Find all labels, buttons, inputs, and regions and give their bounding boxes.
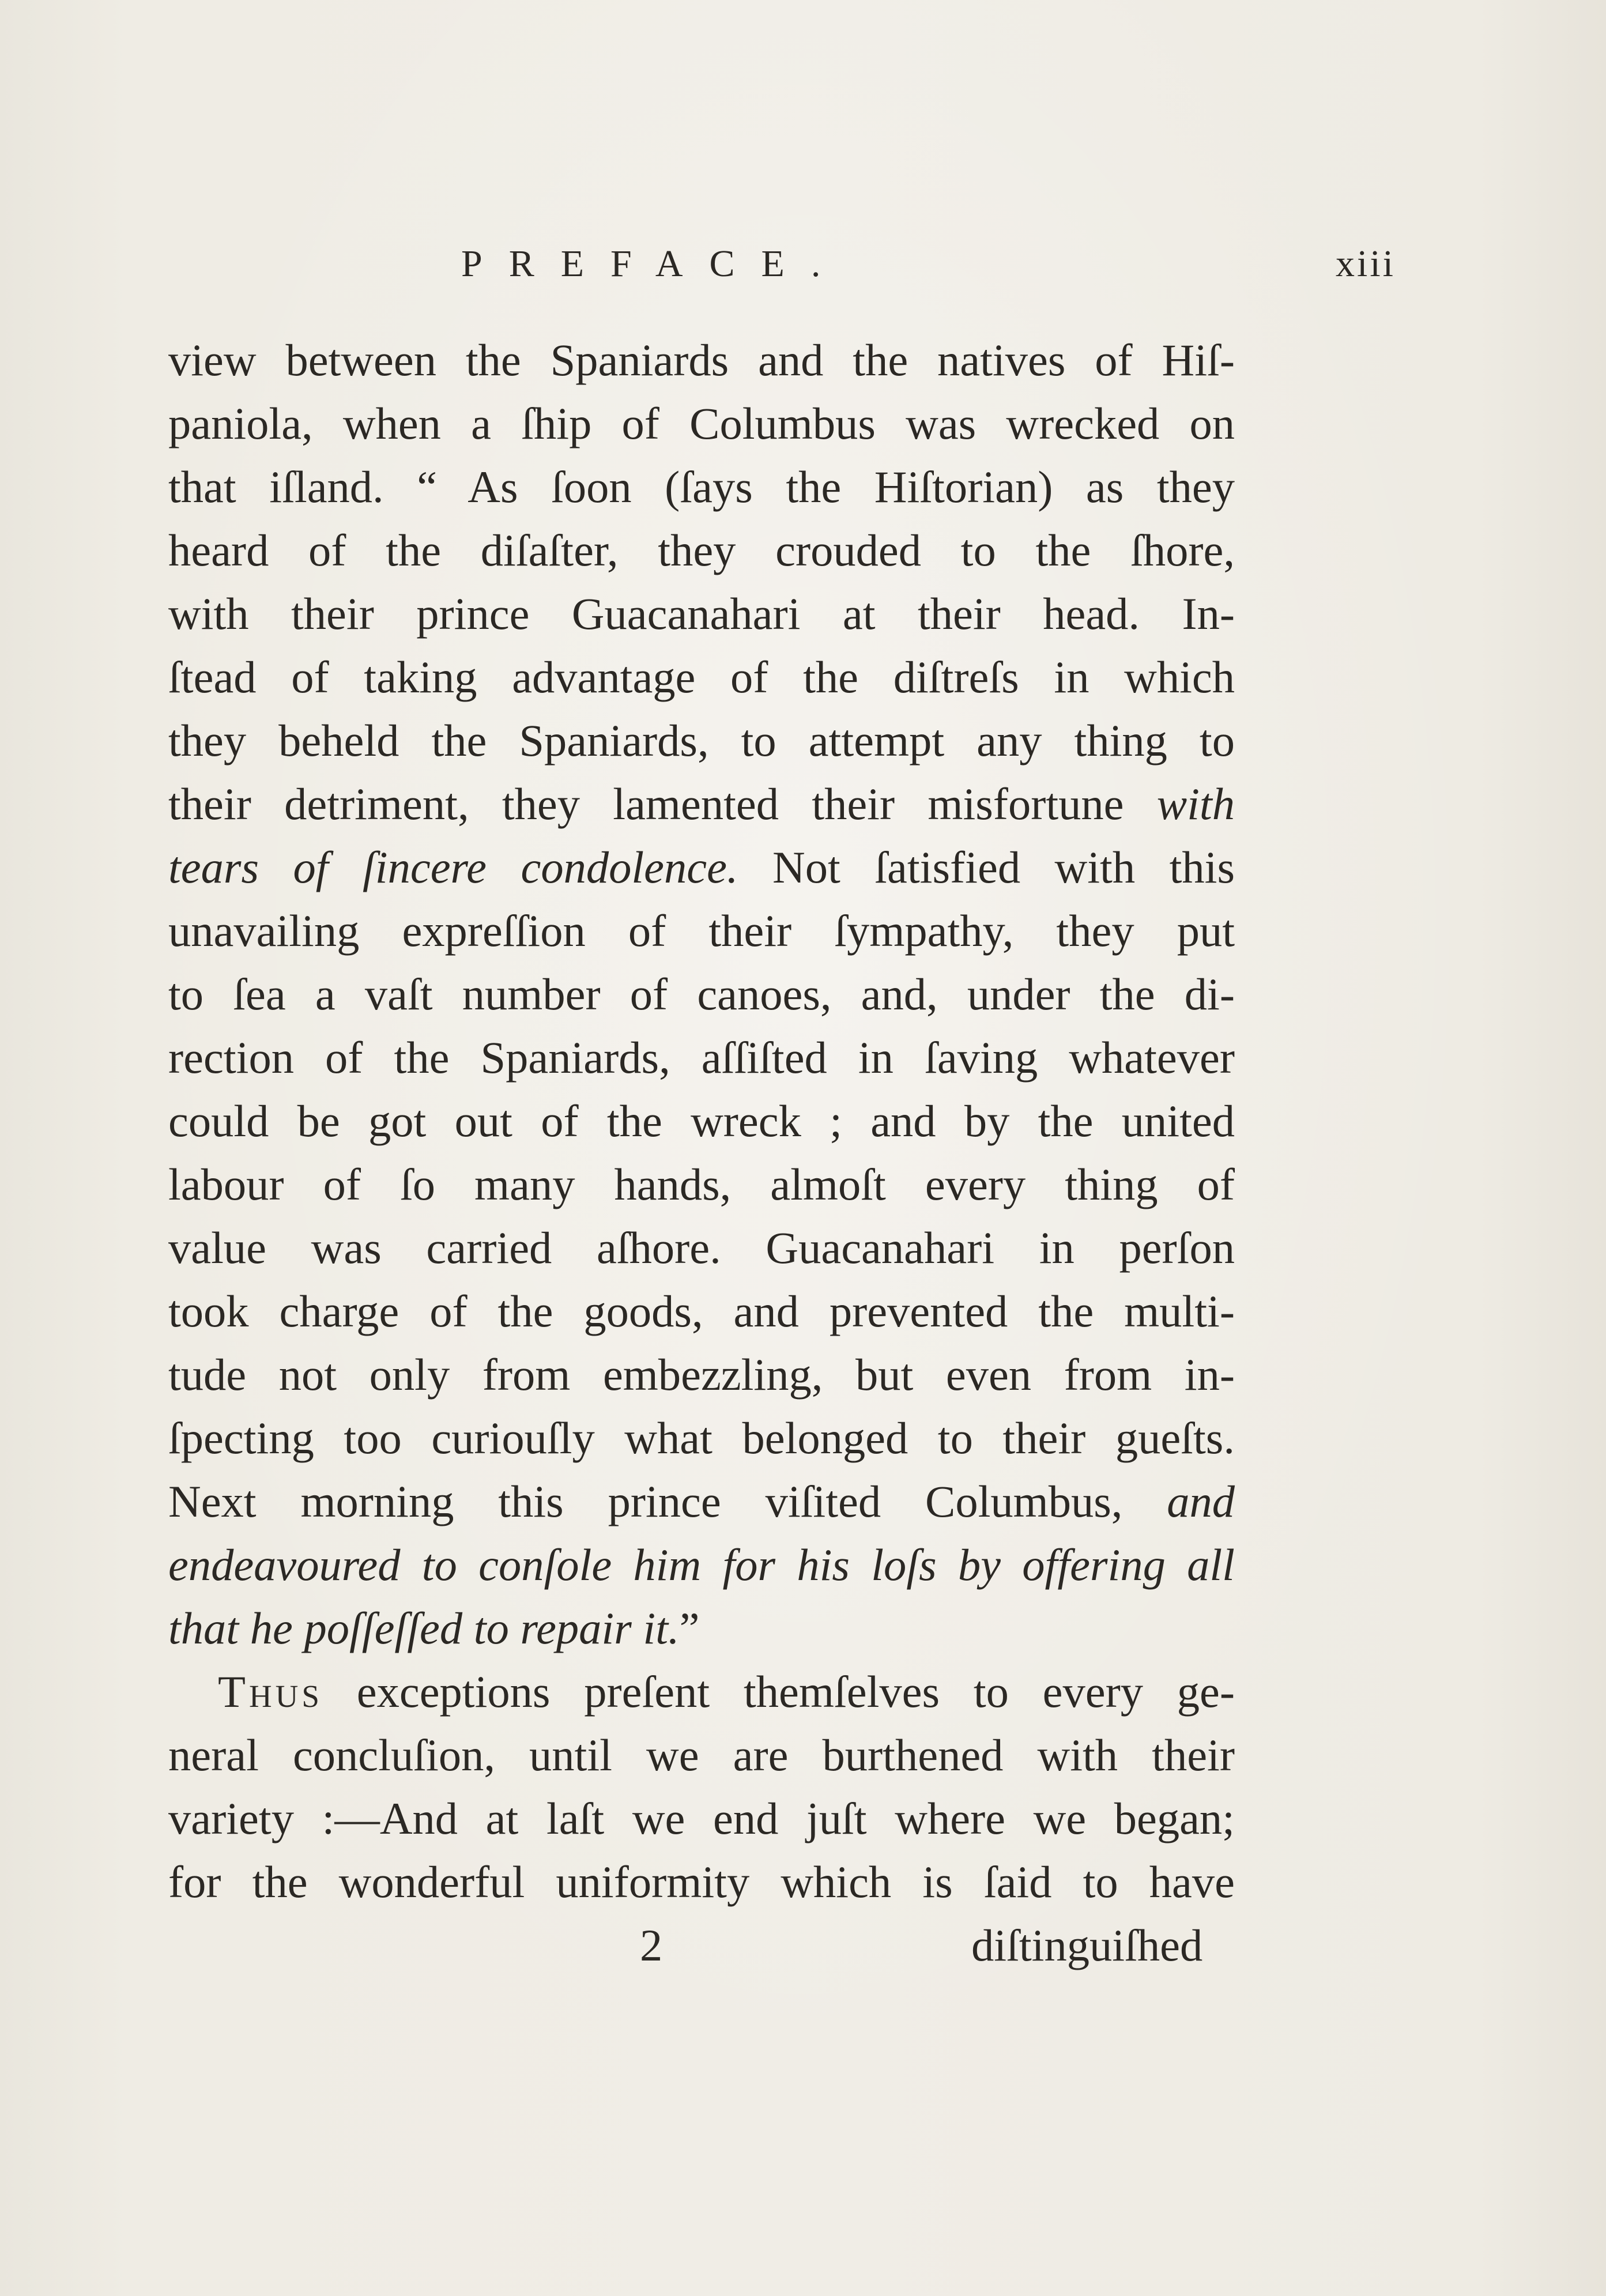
text-line xyxy=(168,1724,1235,1787)
text-line xyxy=(168,519,1235,582)
text-line xyxy=(168,392,1235,455)
italic-segment: endeavoured to conſole him for his loſs by offering all xyxy=(168,1540,1235,1590)
text-segment: they beheld the Spaniards, to attempt any thing to xyxy=(168,715,1235,766)
text-line xyxy=(168,1533,1235,1597)
text-line xyxy=(168,1470,1235,1533)
running-head-title: PREFACE. xyxy=(461,243,847,285)
text-segment: rection of the Spaniards, aſſiſted in ſaving whatever xyxy=(168,1032,1235,1083)
text-line xyxy=(168,836,1235,899)
text-segment: ” xyxy=(679,1603,700,1653)
page-number: xiii xyxy=(1335,243,1396,285)
catchword: diſtinguiſhed xyxy=(971,1920,1203,1970)
text-segment: exceptions preſent themſelves to every ge- xyxy=(322,1667,1235,1717)
body-text xyxy=(168,329,1235,1914)
text-line xyxy=(168,646,1235,709)
text-segment: to ſea a vaſt number of canoes, and, under the di- xyxy=(168,969,1235,1019)
text-line xyxy=(168,709,1235,772)
text-segment: ſtead of taking advantage of the diſtreſs in which xyxy=(168,652,1235,702)
text-segment: ſpecting too curiouſly what belonged to their gueſts. xyxy=(168,1413,1235,1463)
text-line xyxy=(168,1407,1235,1470)
text-line xyxy=(168,582,1235,646)
text-line xyxy=(168,1280,1235,1343)
text-segment: that iſland. “ As ſoon (ſays the Hiſtorian) as they xyxy=(168,462,1235,512)
text-segment: with their prince Guacanahari at their head. In- xyxy=(168,589,1235,639)
text-line xyxy=(168,1153,1235,1216)
text-segment: Not ſatisfied with this xyxy=(738,842,1235,892)
text-segment: paniola, when a ſhip of Columbus was wrecked on xyxy=(168,398,1235,448)
italic-segment: and xyxy=(1167,1476,1235,1526)
text-line xyxy=(168,1787,1235,1850)
text-line xyxy=(168,1850,1235,1914)
text-segment: neral concluſion, until we are burthened with their xyxy=(168,1730,1235,1780)
text-line xyxy=(168,772,1235,836)
text-segment: heard of the diſaſter, they crouded to the ſhore, xyxy=(168,525,1235,575)
text-segment: value was carried aſhore. Guacanahari in perſon xyxy=(168,1223,1235,1273)
italic-segment: that he poſſeſſed to repair it. xyxy=(168,1603,680,1653)
text-segment: their detriment, they lamented their misfortune xyxy=(168,779,1157,829)
italic-segment: with xyxy=(1156,779,1235,829)
text-segment: variety :—And at laſt we end juſt where we began; xyxy=(168,1793,1235,1843)
text-segment: could be got out of the wreck ; and by the united xyxy=(168,1096,1235,1146)
small-caps-segment: Thus xyxy=(218,1667,323,1717)
text-segment: for the wonderful uniformity which is ſaid to have xyxy=(168,1857,1235,1907)
text-line xyxy=(168,1597,1235,1660)
text-line xyxy=(168,899,1235,963)
text-line xyxy=(168,1660,1235,1724)
running-head xyxy=(0,242,1606,294)
text-segment: tude not only from embezzling, but even from in- xyxy=(168,1349,1235,1400)
text-segment: Next morning this prince viſited Columbus, xyxy=(168,1476,1167,1526)
text-line xyxy=(168,963,1235,1026)
text-line xyxy=(168,455,1235,519)
italic-segment: tears of ſincere condolence. xyxy=(168,842,738,892)
text-segment: labour of ſo many hands, almoſt every thing of xyxy=(168,1159,1235,1209)
text-line xyxy=(168,1026,1235,1089)
signature-mark: 2 xyxy=(640,1920,663,1970)
text-line xyxy=(168,1216,1235,1280)
text-line xyxy=(168,1343,1235,1407)
footer-line xyxy=(0,1914,1606,1977)
text-segment: took charge of the goods, and prevented the multi- xyxy=(168,1286,1235,1336)
text-line xyxy=(168,1089,1235,1153)
text-segment: unavailing expreſſion of their ſympathy, they put xyxy=(168,906,1235,956)
text-segment: view between the Spaniards and the natives of Hiſ- xyxy=(168,335,1235,385)
text-line xyxy=(168,329,1235,392)
